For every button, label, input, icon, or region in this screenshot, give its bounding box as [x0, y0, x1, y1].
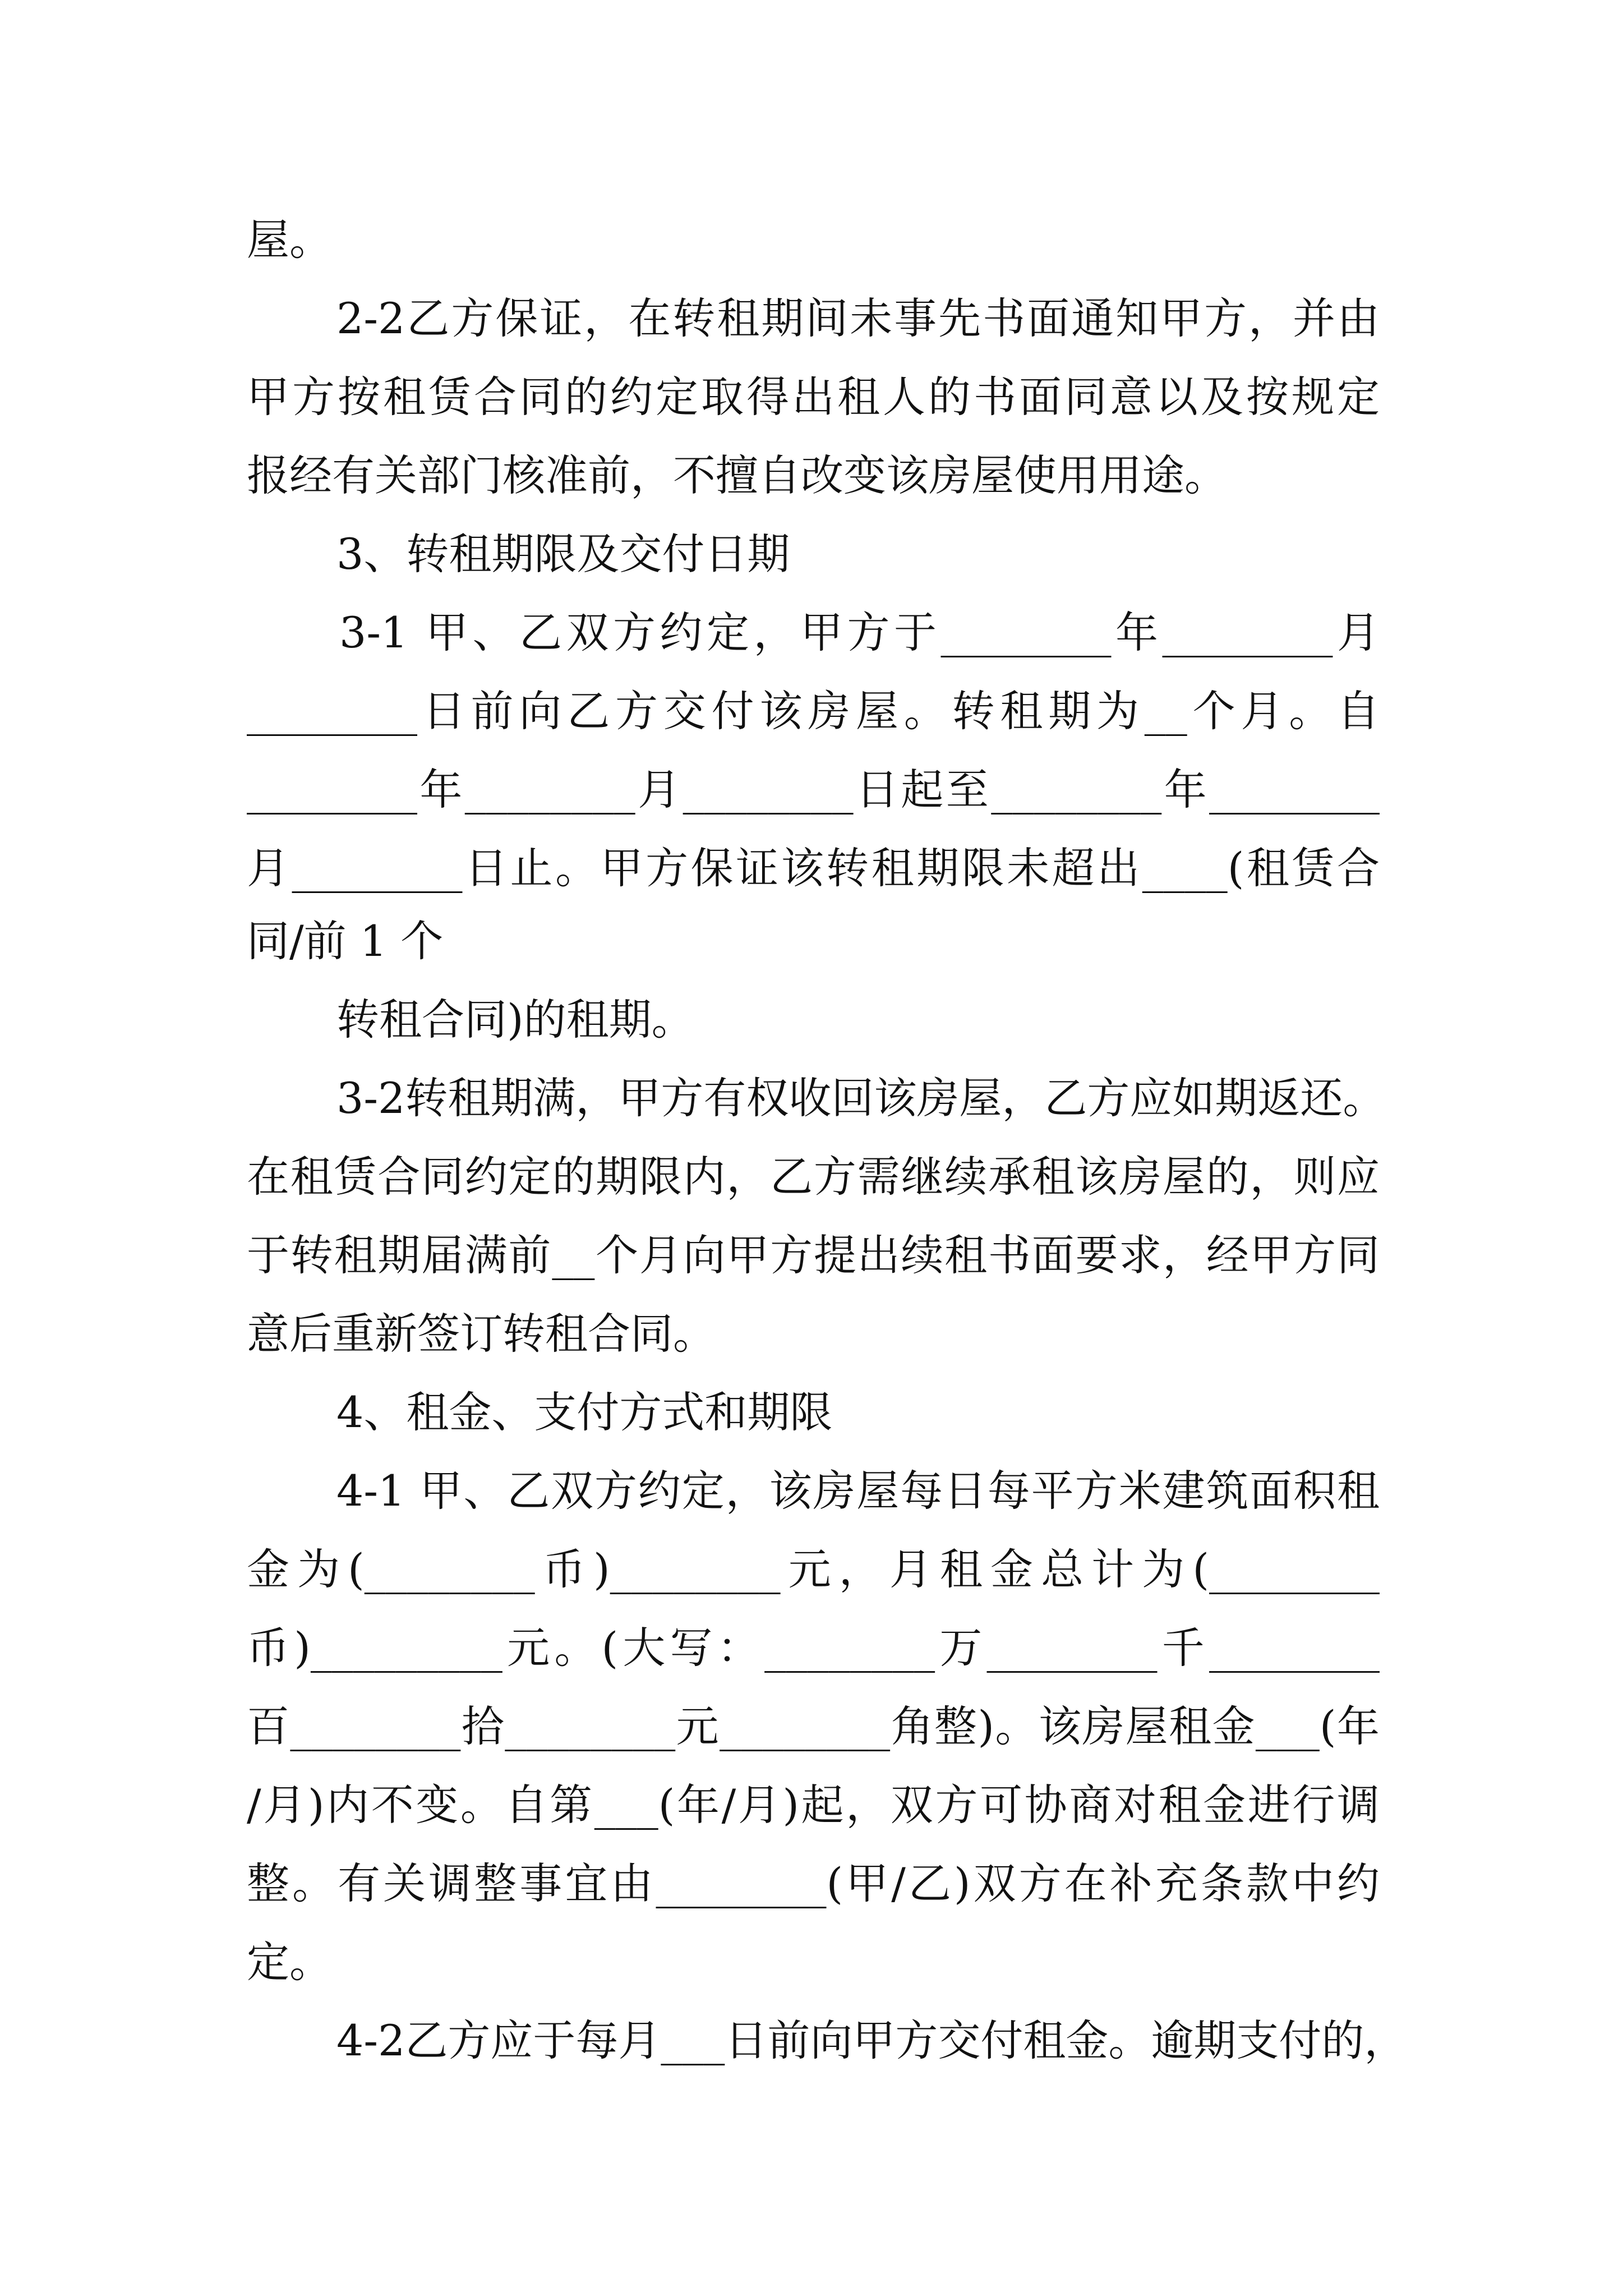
text-line-21: /月)内不变。自第___(年/月)起，双方可协商对租金进行调	[247, 1780, 1380, 1830]
text-line-9: 月________日止。甲方保证该转租期限未超出____(租赁合	[247, 843, 1380, 893]
text-line-7: ________日前向乙方交付该房屋。转租期为__个月。自	[247, 686, 1380, 736]
text-line-23: 定。	[247, 1937, 332, 1987]
text-line-2: 2-2乙方保证，在转租期间未事先书面通知甲方，并由	[336, 293, 1380, 343]
text-line-6: 3-1 甲、乙双方约定，甲方于________年________月	[339, 608, 1380, 657]
text-line-14: 于转租期届满前__个月向甲方提出续租书面要求，经甲方同	[247, 1230, 1380, 1280]
section-heading-3: 3、转租期限及交付日期	[336, 529, 790, 579]
text-line-3: 甲方按租赁合同的约定取得出租人的书面同意以及按规定	[247, 372, 1380, 422]
text-line-15: 意后重新签订转租合同。	[247, 1309, 716, 1359]
text-line-18: 金为(________币)________元，月租金总计为(________	[247, 1544, 1380, 1594]
text-line-24: 4-2乙方应于每月___日前向甲方交付租金。逾期支付的，	[336, 2016, 1407, 2065]
text-line-4: 报经有关部门核准前，不擅自改变该房屋使用用途。	[247, 450, 1227, 500]
text-line-1: 屋。	[247, 215, 332, 265]
section-heading-4: 4、租金、支付方式和期限	[336, 1387, 833, 1437]
text-line-8: ________年________月________日起至________年________	[247, 765, 1380, 815]
text-line-10: 同/前 1 个	[247, 916, 444, 966]
text-line-12: 3-2转租期满，甲方有权收回该房屋，乙方应如期返还。	[336, 1073, 1386, 1123]
text-line-20: 百________拾________元________角整)。该房屋租金___(年	[247, 1701, 1380, 1751]
text-line-17: 4-1 甲、乙双方约定，该房屋每日每平方米建筑面积租	[336, 1466, 1380, 1516]
text-line-13: 在租赁合同约定的期限内，乙方需继续承租该房屋的，则应	[247, 1152, 1380, 1202]
text-line-11: 转租合同)的租期。	[336, 995, 694, 1045]
text-line-19: 币)_________元。(大写：________万________千________	[247, 1623, 1380, 1673]
text-line-22: 整。有关调整事宜由________(甲/乙)双方在补充条款中约	[247, 1858, 1380, 1908]
